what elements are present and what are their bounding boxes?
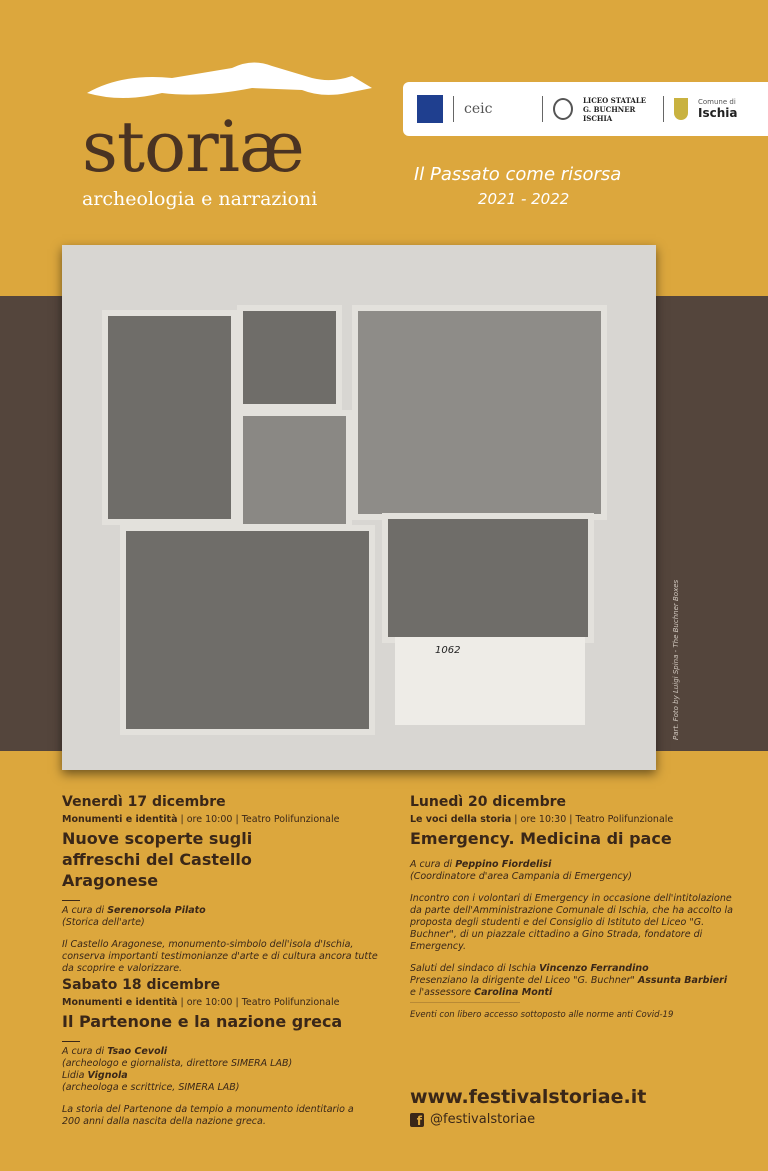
photo-archaeology-box: [62, 245, 656, 770]
facebook-icon: f: [410, 1113, 424, 1127]
comune-ischia-logo: Comune di Ischia: [698, 98, 738, 120]
curator-role: (Storica dell'arte): [62, 917, 145, 928]
event-meta: Monumenti e identità | ore 10:00 | Teatro Polifunzionale: [62, 814, 340, 825]
event-day: Venerdì 17 dicembre: [62, 794, 226, 810]
event-3: [410, 794, 740, 999]
event-2: [62, 977, 412, 1128]
divider: [663, 96, 664, 122]
event-1: [62, 794, 412, 975]
event-description: La storia del Partenone da tempio a monumento identitario a 200 anni dalla nascita della nazione greca.: [62, 1104, 354, 1127]
event-description: Il Castello Aragonese, monumento-simbolo dell'isola d'Ischia, conserva importanti testimonianze d'arte e di cultura ancora tutte da scoprire e valorizzare.: [62, 939, 378, 974]
divider: [453, 96, 454, 122]
event-meta: Le voci della storia | ore 10:30 | Teatro Polifunzionale: [410, 814, 674, 825]
event-meta: Monumenti e identità | ore 10:00 | Teatro Polifunzionale: [62, 997, 340, 1008]
event-day: Sabato 18 dicembre: [62, 977, 221, 993]
event-curator: A cura di Tsao Cevoli: [62, 1046, 168, 1057]
event-day: Lunedì 20 dicembre: [410, 794, 567, 810]
divider: [62, 1041, 80, 1042]
specimen-label: 1062: [395, 637, 585, 725]
photo-credit: Part. Foto by Luigi Spina - The Buchner Boxes: [672, 579, 680, 740]
present: Presenziano la dirigente del Liceo "G. Buchner" Assunta Barbieri: [410, 975, 728, 986]
event-title: Nuove scoperte sugli affreschi del Castello Aragonese: [62, 829, 253, 890]
event-curator-2: Lidia Vignola: [62, 1070, 128, 1081]
years: 2021 - 2022: [478, 190, 570, 208]
comune-crest-icon: [674, 98, 688, 120]
greeting: Saluti del sindaco di Ischia Vincenzo Ferrandino: [410, 963, 649, 974]
brand-subtitle: archeologia e narrazioni: [82, 188, 318, 210]
divider: [410, 1002, 520, 1003]
divider: [542, 96, 543, 122]
event-curator: A cura di Serenorsola Pilato: [62, 905, 206, 916]
facebook-handle: @festivalstoriae: [430, 1112, 536, 1127]
curator-role: (Coordinatore d'area Campania di Emergency): [410, 871, 632, 882]
event-title: Il Partenone e la nazione greca: [62, 1012, 343, 1031]
divider: [62, 900, 80, 901]
event-curator: A cura di Peppino Fiordelisi: [410, 859, 552, 870]
ceic-logo: ceic: [464, 101, 493, 117]
website-link[interactable]: www.festivalstoriae.it: [410, 1086, 647, 1108]
assessor: e l'assessore Carolina Monti: [410, 987, 553, 998]
curator-role: (archeologa e scrittrice, SIMERA LAB): [62, 1082, 240, 1093]
emblem-icon: [553, 98, 573, 120]
tagline: Il Passato come risorsa: [414, 164, 622, 185]
event-title: Emergency. Medicina di pace: [410, 829, 672, 848]
regione-campania-logo: [417, 95, 443, 123]
event-description: Incontro con i volontari di Emergency in occasione dell'intitolazione da parte dell'Amministrazione Comunale di Ischia, che ha accolto la proposta degli studenti e del Consiglio di Istituto del Liceo "G. Buchner", di un piazzale cittadino a Gino Strada, fondatore di Emergency.: [410, 893, 733, 952]
liceo-logo: LICEO STATALE G. BUCHNER ISCHIA: [583, 95, 647, 123]
facebook-link[interactable]: [410, 1112, 535, 1127]
curator-role: (archeologo e giornalista, direttore SIMERA LAB): [62, 1058, 293, 1069]
covid-notice: Eventi con libero accesso sottoposto alle norme anti Covid-19: [410, 1010, 674, 1020]
partner-logos: [403, 82, 768, 136]
brand-logo: storiæ: [82, 106, 304, 188]
